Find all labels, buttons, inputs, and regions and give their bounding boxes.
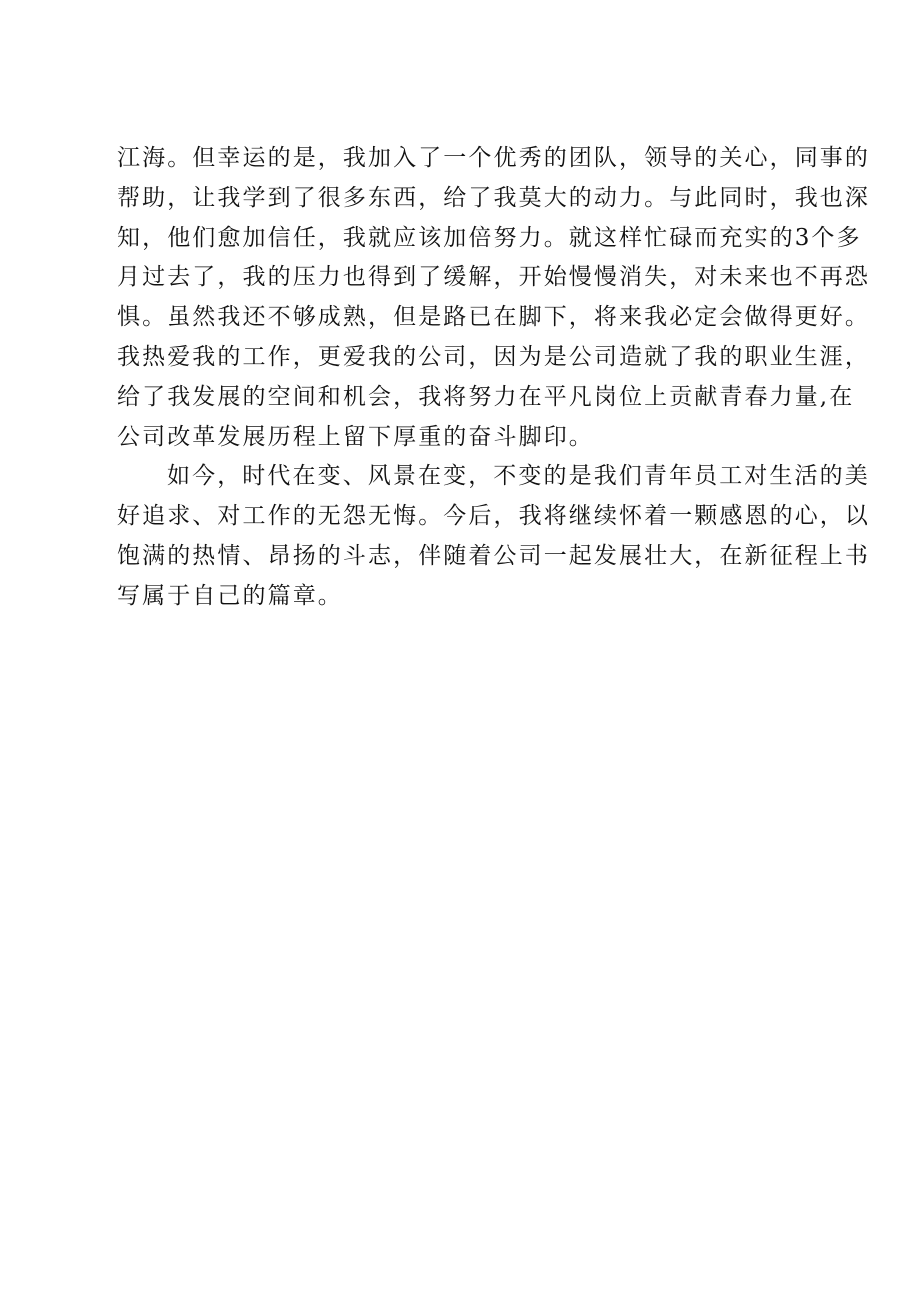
- paragraph-2-line: 饱满的热情、昂扬的斗志，伴随着公司一起发展壮大，在新征程上书: [117, 542, 870, 569]
- paragraph-1-line: 江海。但幸运的是，我加入了一个优秀的团队，领导的关心，同事的: [117, 145, 870, 171]
- paragraph-1-line: 惧。虽然我还不够成熟，但是路已在脚下，将来我必定会做得更好。: [117, 304, 870, 331]
- body-text: [117, 139, 870, 617]
- paragraph-2-line: 好追求、对工作的无怨无悔。今后，我将继续怀着一颗感恩的心，以: [117, 503, 870, 530]
- paragraph-1-line: 帮助，让我学到了很多东西，给了我莫大的动力。与此同时，我也深: [117, 184, 870, 211]
- paragraph-1-line: 公司改革发展历程上留下厚重的奋斗脚印。: [117, 423, 594, 450]
- paragraph-1-line: 月过去了，我的压力也得到了缓解，开始慢慢消失，对未来也不再恐: [117, 264, 870, 291]
- paragraph-1-line: 给了我发展的空间和机会，我将努力在平凡岗位上贡献青春力量,在: [117, 383, 855, 410]
- paragraph-2-line: 如今，时代在变、风景在变，不变的是我们青年员工对生活的美: [167, 463, 870, 490]
- paragraph-1-line: 知，他们愈加信任，我就应该加倍努力。就这样忙碌而充实的3个多: [117, 224, 862, 251]
- paragraph-2-line: 写属于自己的篇章。: [117, 582, 343, 609]
- paragraph-1-line: 我热爱我的工作，更爱我的公司，因为是公司造就了我的职业生涯，: [117, 343, 870, 370]
